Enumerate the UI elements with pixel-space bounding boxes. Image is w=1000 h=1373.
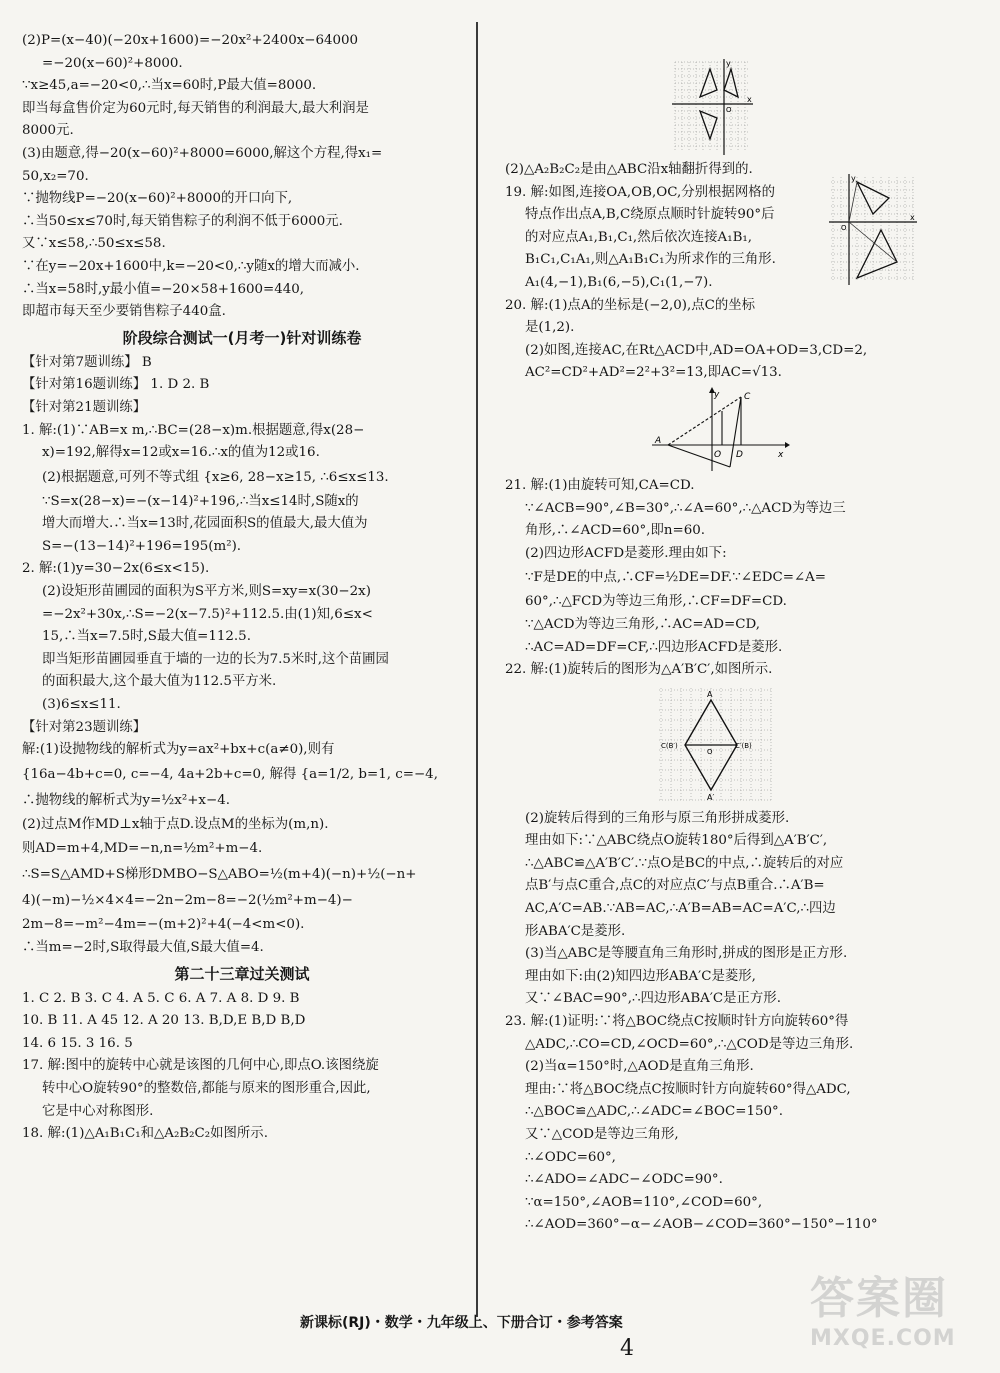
text-line: ∵△ACD为等边三角形,∴AC=AD=CD, [525, 616, 760, 632]
text-line: 解:(1)设抛物线的解析式为y=ax²+bx+c(a≠0),则有 [22, 742, 335, 758]
text-line: (2)根据题意,可列不等式组 {x≥6, 28−x≥15, ∴6≤x≤13. [42, 469, 389, 485]
text-line: 18. 解:(1)△A₁B₁C₁和△A₂B₂C₂如图所示. [22, 1126, 268, 1142]
text-line: 即当矩形苗圃园垂直于墙的一边的长为7.5米时,这个苗圃园 [42, 651, 389, 667]
point-label-a-prime: A′ [707, 792, 715, 802]
text-line: 【针对第21题训练】 [22, 399, 147, 415]
point-label-c: C [744, 391, 751, 402]
text-line: ∴当x=58时,y最小值=−20×58+1600=440, [22, 281, 305, 297]
text-line: S=−(13−14)²+196=195(m²). [42, 538, 242, 554]
text-line: 8000元. [22, 123, 74, 139]
text-line: 理由如下:由(2)知四边形ABA′C是菱形, [525, 968, 756, 984]
text-line: 22. 解:(1)旋转后的图形为△A′B′C′,如图所示. [505, 662, 773, 678]
text-line: 即当每盒售价定为60元时,每天销售的利润最大,最大利润是 [22, 100, 369, 116]
text-line: ∴当m=−2时,S取得最大值,S最大值=4. [22, 940, 264, 955]
text-line: 增大而增大.∴当x=13时,花园面积S的值最大,最大值为 [42, 516, 368, 532]
origin-label: O [841, 223, 847, 232]
text-line: 又∵△COD是等边三角形, [525, 1127, 679, 1142]
text-line: AC,A′C=AB.∵AB=AC,∴A′B=AB=AC=A′C,∴四边 [525, 901, 836, 917]
section-heading: 第二十三章过关测试 [174, 964, 310, 983]
text-line: (2)四边形ACFD是菱形.理由如下: [525, 545, 727, 561]
coordinate-figure-20 [650, 387, 790, 473]
text-line: 2m−8=−m²−4m=−(m+2)²+4(−4<m<0). [22, 917, 305, 933]
text-line: ∴AC=AD=DF=CF,∴四边形ACFD是菱形. [525, 639, 783, 655]
text-line: ∴抛物线的解析式为y=½x²+x−4. [22, 792, 230, 808]
text-line: 50,x₂=70. [22, 168, 89, 184]
watermark-logo-text: 答案圈 [810, 1273, 948, 1324]
text-line: 4)(−m)−½×4×4=−2n−2m−8=−2(½m²+m−4)− [22, 893, 353, 909]
text-line: ∴∠ADO=∠ADC−∠ODC=90°. [525, 1172, 723, 1188]
point-label-c-b-prime: C(B′) [661, 741, 678, 750]
text-line: △ADC,∴CO=CD,∠OCD=60°,∴△COD是等边三角形. [525, 1036, 854, 1052]
text-line: 【针对第16题训练】 1. D 2. B [22, 377, 210, 393]
text-line: 则AD=m+4,MD=−n,n=½m²+m−4. [22, 841, 263, 857]
text-line: 20. 解:(1)点A的坐标是(−2,0),点C的坐标 [505, 297, 756, 313]
origin-label: O [726, 106, 732, 114]
text-line: 17. 解:图中的旋转中心就是该图的几何中心,即点O.该图绕旋 [22, 1058, 379, 1074]
text-line: AC²=CD²+AD²=2²+3²=13,即AC=√13. [525, 365, 782, 381]
figure-19-grid [827, 172, 919, 287]
text-line: (2)如图,连接AC,在Rt△ACD中,AD=OA+OD=3,CD=2, [525, 342, 868, 358]
text-line: ∵在y=−20x+1600中,k=−20<0,∴y随x的增大而减小. [22, 258, 360, 274]
left-column [22, 30, 462, 1146]
point-label-o: O [707, 747, 713, 756]
text-line: (2)P=(x−40)(−20x+1600)=−20x²+2400x−64000 [22, 33, 359, 48]
text-line: 1. 解:(1)∵AB=x m,∴BC=(28−x)m.根据题意,得x(28− [22, 422, 365, 438]
text-line: ∵S=x(28−x)=−(x−14)²+196,∴当x≤14时,S随x的 [42, 493, 359, 509]
text-line: (2)设矩形苗圃园的面积为S平方米,则S=xy=x(30−2x) [42, 584, 371, 600]
origin-label: O [714, 449, 722, 460]
axis-label-y: y [726, 59, 731, 68]
text-line: 60°,∴△FCD为等边三角形,∴CF=DF=CD. [525, 594, 787, 610]
text-line: 14. 6 15. 3 16. 5 [22, 1035, 133, 1051]
axis-label-y: y [851, 173, 856, 183]
text-line: =−2x²+30x,∴S=−2(x−7.5)²+112.5.由(1)知,6≤x< [42, 606, 373, 622]
grid-figure-22 [655, 684, 775, 806]
text-line: ∵α=150°,∠AOB=110°,∠COD=60°, [525, 1194, 763, 1210]
text-line: 又∵∠BAC=90°,∴四边形ABA′C是正方形. [525, 991, 781, 1007]
text-line: ∴∠ODC=60°, [525, 1149, 616, 1165]
text-line: =−20(x−60)²+8000. [42, 55, 183, 71]
text-line: ∴△ABC≌△A′B′C′.∵点O是BC的中点,∴旋转后的对应 [525, 855, 844, 871]
text-line: x)=192,解得x=12或x=16.∴x的值为12或16. [42, 445, 320, 461]
text-line: ∴∠AOD=360°−α−∠AOB−∠COD=360°−150°−110° [525, 1217, 878, 1233]
text-line: 10. B 11. A 45 12. A 20 13. B,D,E B,D B,D [22, 1013, 306, 1029]
axis-label-x: x [778, 449, 784, 460]
text-line: 的对应点A₁,B₁,C₁,然后依次连接A₁B₁, [525, 229, 753, 245]
figure-22-grid [655, 684, 775, 806]
text-line: ∴当50≤x≤70时,每天销售粽子的利润不低于6000元. [22, 213, 343, 229]
text-line: ∴S=S△AMD+S梯形DMBO−S△ABO=½(m+4)(−n)+½(−n+ [22, 867, 417, 883]
right-column [505, 55, 950, 1237]
figure-20 [650, 387, 790, 473]
page-number: 4 [620, 1336, 634, 1361]
text-line: 转中心O旋转90°的整数倍,都能与原来的图形重合,因此, [42, 1080, 371, 1096]
axis-label-x: x [910, 212, 915, 222]
text-line: 【针对第23题训练】 [22, 719, 147, 735]
text-line: ∴△BOC≌△ADC,∴∠ADC=∠BOC=150°. [525, 1104, 783, 1120]
text-line: (3)由题意,得−20(x−60)²+8000=6000,解这个方程,得x₁= [22, 145, 383, 161]
text-line: 2. 解:(1)y=30−2x(6≤x<15). [22, 561, 210, 577]
text-line: 是(1,2). [525, 320, 575, 336]
text-line: 15,∴当x=7.5时,S最大值=112.5. [42, 629, 251, 645]
axis-label-x: x [747, 95, 752, 104]
text-line: (2)当α=150°时,△AOD是直角三角形. [525, 1059, 754, 1075]
text-line: 理由:∵将△BOC绕点C按顺时针方向旋转60°得△ADC, [525, 1081, 851, 1097]
text-line: ∵抛物线P=−20(x−60)²+8000的开口向下, [22, 191, 293, 207]
text-line: (2)旋转后得到的三角形与原三角形拼成菱形. [525, 810, 790, 826]
text-line: (3)6≤x≤11. [42, 697, 121, 713]
text-line: (3)当△ABC是等腰直角三角形时,拼成的图形是正方形. [525, 946, 848, 962]
text-line: (2)△A₂B₂C₂是由△ABC沿x轴翻折得到的. [505, 162, 753, 177]
point-label-d: D [736, 449, 743, 460]
text-line: 【针对第7题训练】 B [22, 354, 152, 370]
grid-figure-18 [670, 57, 755, 157]
axis-label-y: y [714, 389, 720, 400]
text-line: 的面积最大,这个最大值为112.5平方米. [42, 674, 277, 690]
text-line: 即超市每天至少要销售粽子440盒. [22, 304, 226, 320]
figure-18-grid [670, 57, 755, 157]
text-line: 角形,∴∠ACD=60°,即n=60. [525, 523, 706, 539]
text-line: 19. 解:如图,连接OA,OB,OC,分别根据网格的 [505, 184, 775, 200]
page-footer: 新课标(RJ)・数学・九年级上、下册合订・参考答案 [300, 1315, 623, 1331]
watermark-url: MXQE.COM [810, 1326, 956, 1351]
text-line: B₁C₁,C₁A₁,则△A₁B₁C₁为所求作的三角形. [525, 252, 776, 268]
text-line: 21. 解:(1)由旋转可知,CA=CD. [505, 477, 695, 493]
text-line: A₁(4,−1),B₁(6,−5),C₁(1,−7). [525, 274, 713, 290]
text-line: (2)过点M作MD⊥x轴于点D.设点M的坐标为(m,n). [22, 816, 329, 832]
text-line: {16a−4b+c=0, c=−4, 4a+2b+c=0, 解得 {a=1/2, b=1, c=−4, [22, 766, 438, 782]
text-line: ∵F是DE的中点,∴CF=½DE=DF.∵∠EDC=∠A= [525, 570, 827, 586]
grid-figure-19 [827, 172, 919, 287]
watermark [810, 1262, 985, 1362]
text-line: 它是中心对称图形. [42, 1103, 154, 1119]
text-line: 理由如下:∵△ABC绕点O旋转180°后得到△A′B′C′, [525, 833, 828, 849]
text-line: 23. 解:(1)证明:∵将△BOC绕点C按顺时针方向旋转60°得 [505, 1014, 849, 1030]
text-line: 点B′与点C重合,点C的对应点C′与点B重合.∴A′B= [525, 878, 825, 894]
point-label-a: A [707, 689, 713, 699]
text-line: 1. C 2. B 3. C 4. A 5. C 6. A 7. A 8. D 9. B [22, 990, 300, 1006]
point-label-a: A [655, 435, 662, 446]
text-line: 形ABA′C是菱形. [525, 923, 626, 939]
text-line: ∵∠ACB=90°,∠B=30°,∴∠A=60°,∴△ACD为等边三 [525, 500, 846, 516]
text-line: 又∵x≤58,∴50≤x≤58. [22, 236, 166, 252]
text-line: 特点作出点A,B,C绕原点顺时针旋转90°后 [525, 207, 775, 223]
point-label-c-prime-b: C′(B) [735, 741, 752, 750]
section-heading: 阶段综合测试一(月考一)针对训练卷 [122, 328, 362, 347]
column-divider [476, 22, 478, 1317]
text-line: ∵x≥45,a=−20<0,∴当x=60时,P最大值=8000. [22, 78, 317, 94]
